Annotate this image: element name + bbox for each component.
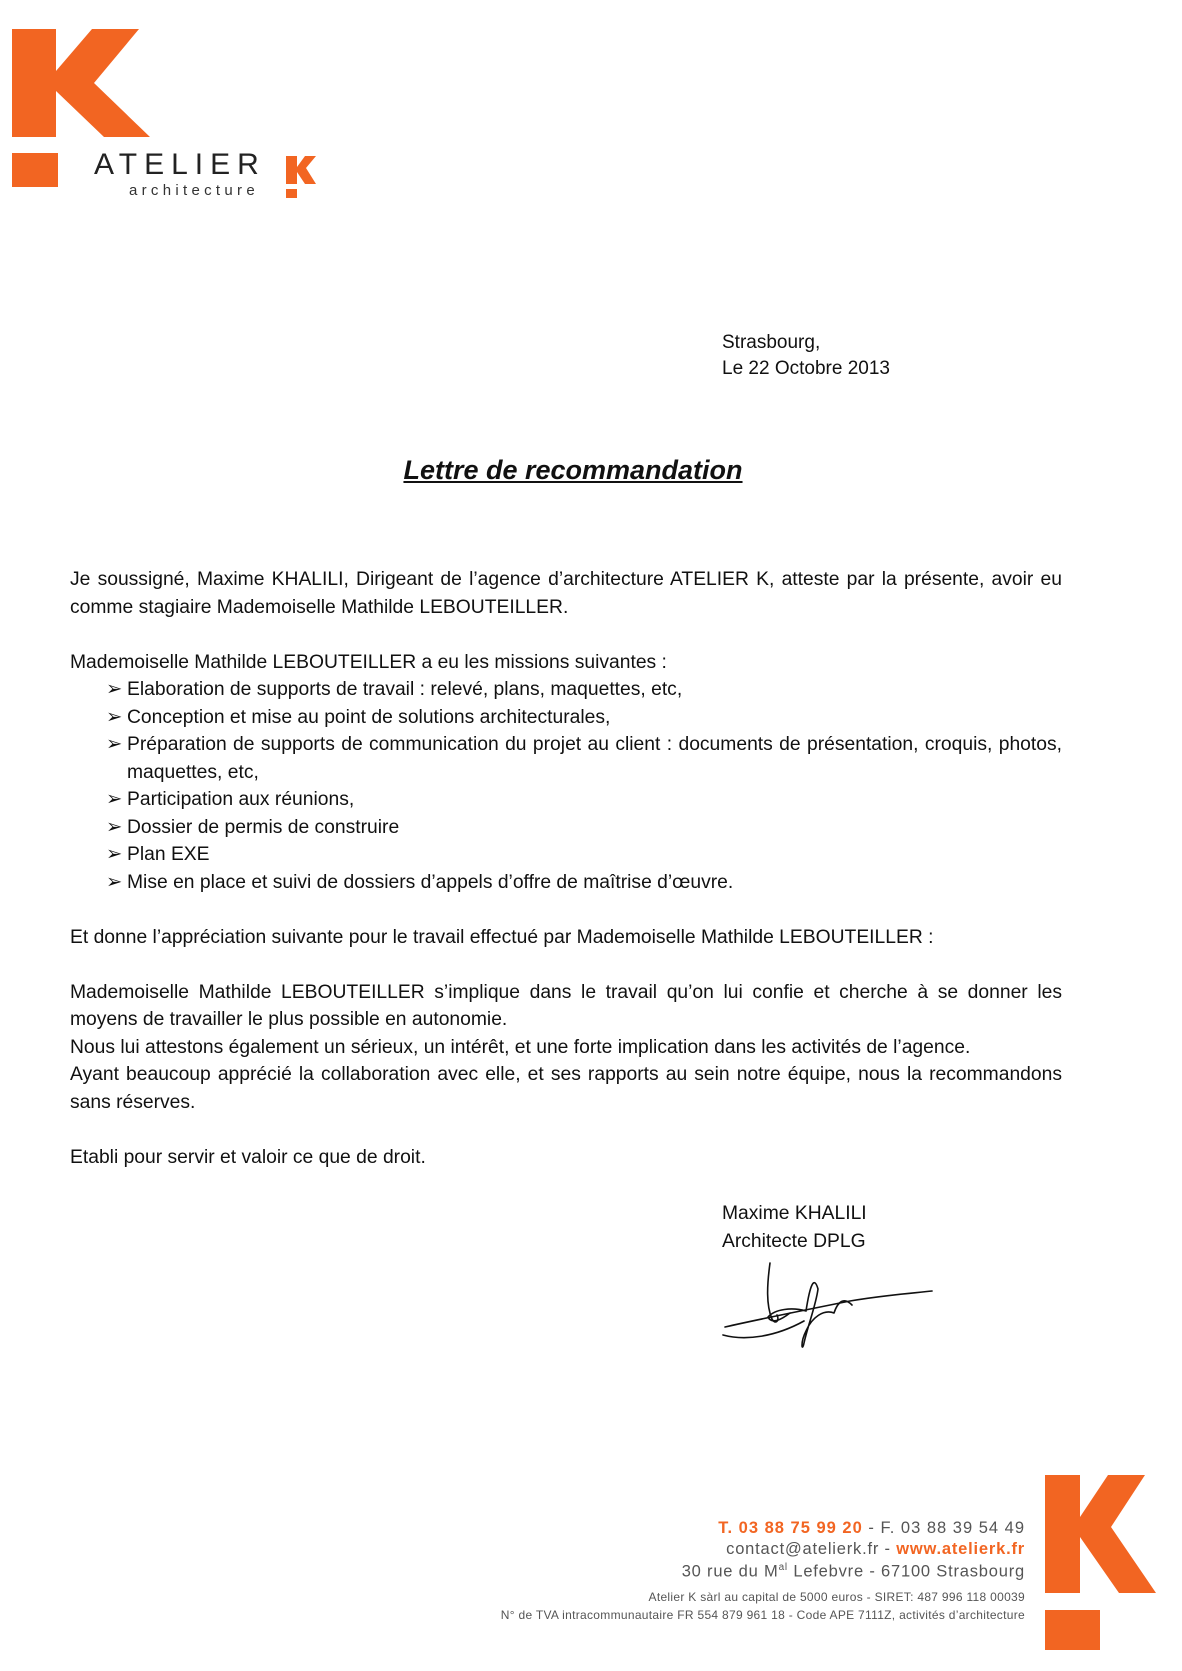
list-item: ➢ Préparation de supports de communication du projet au client : documents de présentation, croquis, photos, maquettes, etc,	[106, 731, 1062, 786]
arrow-bullet-icon: ➢	[106, 816, 123, 838]
list-item: ➢ Mise en place et suivi de dossiers d’appels d’offre de maîtrise d’œuvre.	[106, 869, 1062, 897]
list-item: ➢ Plan EXE	[106, 841, 1062, 869]
atelier-k-small-k-icon	[286, 156, 316, 198]
arrow-bullet-icon: ➢	[106, 734, 123, 755]
footer-phone: T. 03 88 75 99 20	[718, 1519, 863, 1537]
footer-website: www.atelierk.fr	[896, 1540, 1025, 1558]
list-item: ➢ Participation aux réunions,	[106, 786, 1062, 814]
footer-k-logo-icon	[1045, 1475, 1156, 1650]
signatory-role: Architecte DPLG	[722, 1230, 866, 1252]
arrow-bullet-icon: ➢	[106, 706, 123, 728]
footer-contact-line	[726, 1541, 1025, 1558]
footer-legal-2: N° de TVA intracommunautaire FR 554 879 961 18 - Code APE 7111Z, activités d’architecture	[500, 1608, 1025, 1622]
date-city: Strasbourg,	[722, 332, 821, 353]
date-block	[722, 330, 890, 382]
handwritten-signature	[720, 1255, 935, 1355]
footer-address: 30 rue du $M^{al}$ Lefebvre - 67100 Strasbourg	[681, 1562, 1025, 1581]
signatory-name: Maxime KHALILI	[722, 1203, 867, 1224]
signatory-block	[722, 1200, 867, 1255]
intro-paragraph: Je soussigné, Maxime KHALILI, Dirigeant de l’agence d’architecture ATELIER K, atteste par la présente, avoir eu comme stagiaire Mademoiselle Mathilde LEBOUTEILLER.	[70, 569, 1062, 618]
missions-list	[70, 676, 1062, 896]
letter-body	[70, 566, 1062, 1171]
arrow-bullet-icon: ➢	[106, 789, 123, 810]
list-item: ➢ Dossier de permis de construire	[106, 814, 1062, 842]
logo-tagline: architecture	[129, 182, 259, 199]
list-item: ➢ Conception et mise au point de solutions architecturales,	[106, 704, 1062, 732]
appreciation-paragraph-3: Ayant beaucoup apprécié la collaboration avec elle, et ses rapports au sein notre équipe, nous la recommandons sans réserves.	[70, 1064, 1062, 1113]
arrow-bullet-icon: ➢	[106, 844, 123, 865]
missions-intro: Mademoiselle Mathilde LEBOUTEILLER a eu les missions suivantes :	[70, 651, 667, 673]
footer-email: contact@atelierk.fr -	[726, 1540, 891, 1558]
atelier-k-logo-k-icon	[12, 29, 150, 137]
footer-legal-1: Atelier K sàrl au capital de 5000 euros - SIRET: 487 996 118 00039	[648, 1590, 1025, 1604]
appreciation-paragraph-2: Nous lui attestons également un sérieux, un intérêt, et une forte implication dans les activités de l’agence.	[70, 1036, 971, 1058]
date-line: Le 22 Octobre 2013	[722, 358, 890, 379]
letter-title: Lettre de recommandation	[403, 455, 743, 485]
arrow-bullet-icon: ➢	[106, 871, 123, 893]
appreciation-paragraph-1: Mademoiselle Mathilde LEBOUTEILLER s’implique dans le travail qu’on lui confie et cherche à se donner les moyens de travailler le plus possible en autonomie.	[70, 981, 1062, 1030]
list-item: ➢ Elaboration de supports de travail : relevé, plans, maquettes, etc,	[106, 676, 1062, 704]
closing-paragraph: Etabli pour servir et valoir ce que de droit.	[70, 1146, 426, 1168]
arrow-bullet-icon: ➢	[106, 679, 123, 700]
logo-square	[12, 153, 58, 187]
footer-phone-line	[718, 1520, 1025, 1537]
logo-wordmark: ATELIER	[94, 148, 266, 181]
appreciation-intro: Et donne l’appréciation suivante pour le travail effectué par Mademoiselle Mathilde LEBOUTEILLER :	[70, 926, 934, 948]
footer-fax: - F. 03 88 39 54 49	[868, 1519, 1025, 1537]
